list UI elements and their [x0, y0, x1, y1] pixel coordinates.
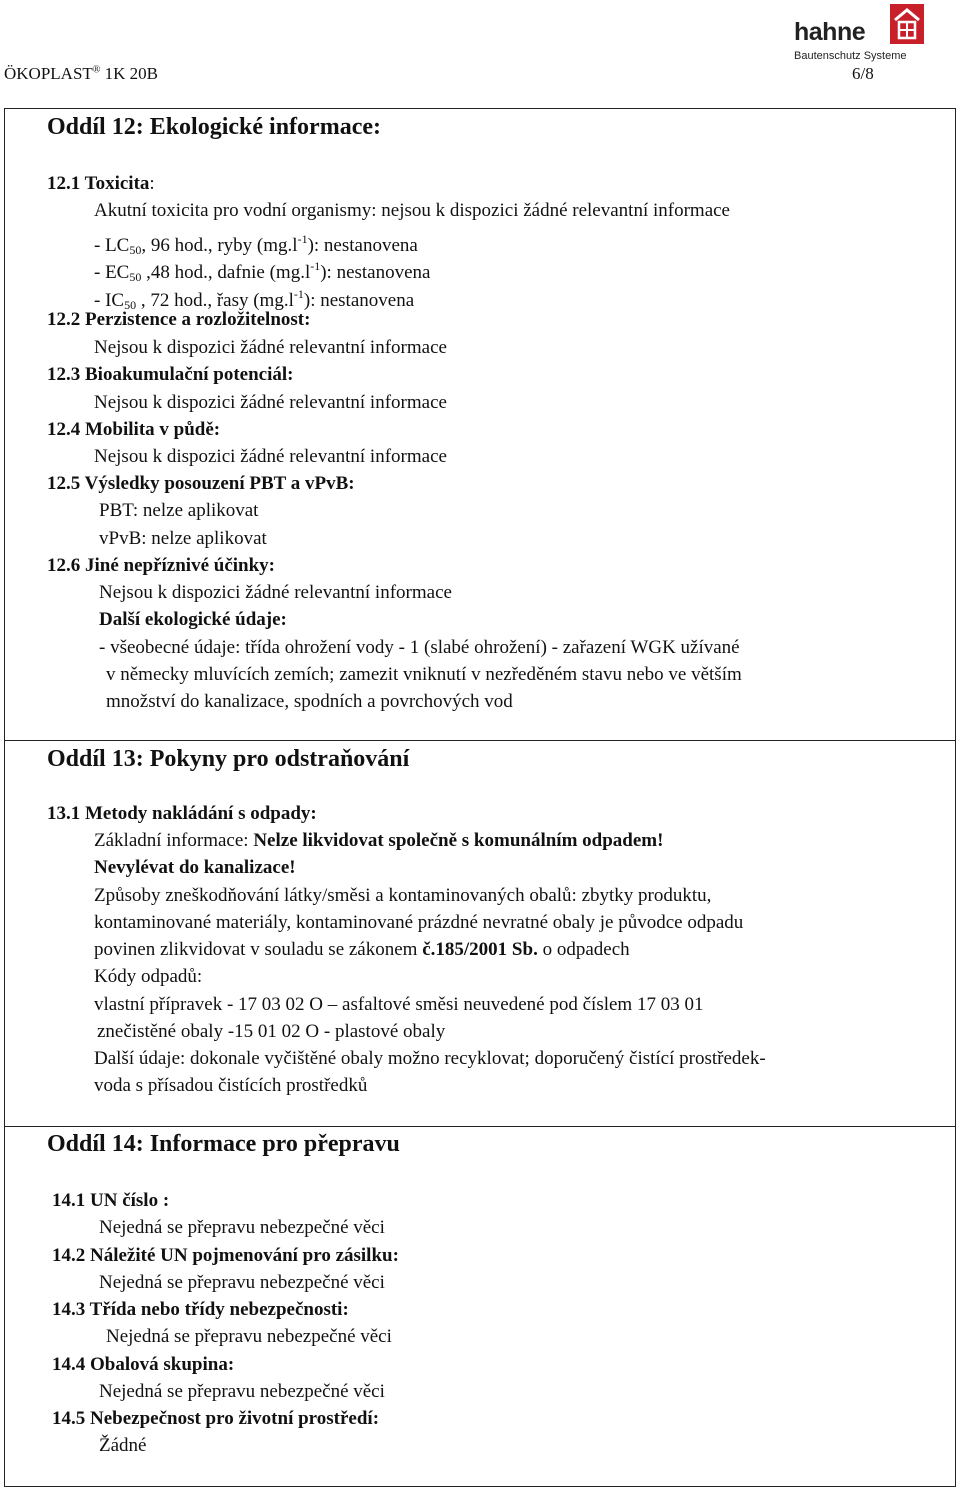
waste-code-product: vlastní přípravek - 17 03 02 O – asfaltové směsi neuvedené pod číslem 17 03 01	[94, 994, 704, 1015]
heading-12-5: 12.5 Výsledky posouzení PBT a vPvB:	[47, 473, 355, 494]
heading-14-4: 14.4 Obalová skupina:	[52, 1354, 235, 1375]
logo-subtitle: Bautenschutz Systeme	[794, 50, 907, 62]
text-14-3: Nejedná se přepravu nebezpečné věci	[106, 1326, 392, 1347]
ic50-line: - $IC_{50}$ , 72 hod., řasy $(mg.l^{-1})$: nestanovena	[94, 287, 415, 312]
registered-mark: ®	[92, 64, 101, 76]
toxicity-heading: 12.1 Toxicita:	[47, 173, 155, 194]
text-12-3: Nejsou k dispozici žádné relevantní informace	[94, 392, 447, 413]
heading-12-4: 12.4 Mobilita v půdě:	[47, 419, 221, 440]
other-info-line-1: Další údaje: dokonale vyčištěné obaly možno recyklovat; doporučený čistící prostředek-	[94, 1048, 766, 1069]
section-14-title: Oddíl 14: Informace pro přepravu	[47, 1131, 400, 1157]
text-12-5-pbt: PBT: nelze aplikovat	[99, 500, 259, 521]
text-14-1: Nejedná se přepravu nebezpečné věci	[99, 1217, 385, 1238]
heading-13-1: 13.1 Metody nakládání s odpady:	[47, 803, 317, 824]
disposal-line-3: povinen zlikvidovat v souladu se zákonem č.185/2001 Sb. o odpadech	[94, 939, 630, 960]
text-12-6: Nejsou k dispozici žádné relevantní informace	[99, 582, 452, 603]
lc50-line: - $LC_{50}$, 96 hod., ryby $(mg.l^{-1})$: nestanovena	[94, 232, 418, 257]
acute-toxicity-text: Akutní toxicita pro vodní organismy: nejsou k dispozici žádné relevantní informace	[94, 200, 730, 221]
text-12-4: Nejsou k dispozici žádné relevantní informace	[94, 446, 447, 467]
ec50-line: - $EC_{50}$ ,48 hod., dafnie $(mg.l^{-1})$: nestanovena	[94, 259, 431, 284]
disposal-line-2: kontaminované materiály, kontaminované prázdné nevratné obaly je původce odpadu	[94, 912, 744, 933]
text-12-5-vpvb: vPvB: nelze aplikovat	[99, 528, 267, 549]
heading-12-3: 12.3 Bioakumulační potenciál:	[47, 364, 294, 385]
no-drain-warning: Nevylévat do kanalizace!	[94, 857, 296, 878]
heading-14-2: 14.2 Náležité UN pojmenování pro zásilku:	[52, 1245, 399, 1266]
company-logo	[790, 2, 930, 64]
document-header	[4, 64, 158, 84]
heading-14-1: 14.1 UN číslo :	[52, 1190, 170, 1211]
heading-14-5: 14.5 Nebezpečnost pro životní prostředí:	[52, 1408, 380, 1429]
page-number: 6/8	[852, 64, 874, 83]
other-eco-line-2: v německy mluvících zemích; zamezit vniknutí v nezředěném stavu nebo ve větším	[106, 664, 742, 685]
logo-wordmark: hahne	[794, 18, 866, 46]
other-info-line-2: voda s přísadou čistících prostředků	[94, 1075, 368, 1096]
text-14-5: Žádné	[99, 1435, 147, 1456]
heading-12-6: 12.6 Jiné nepříznivé účinky:	[47, 555, 276, 576]
heading-14-3: 14.3 Třída nebo třídy nebezpečnosti:	[52, 1299, 349, 1320]
heading-12-2: 12.2 Perzistence a rozložitelnost:	[47, 309, 311, 330]
waste-codes-label: Kódy odpadů:	[94, 966, 203, 987]
heading-other-eco: Další ekologické údaje:	[99, 609, 287, 630]
text-12-2: Nejsou k dispozici žádné relevantní informace	[94, 337, 447, 358]
text-14-4: Nejedná se přepravu nebezpečné věci	[99, 1381, 385, 1402]
section-12-title: Oddíl 12: Ekologické informace:	[47, 114, 381, 140]
basic-info-line: Základní informace: Nelze likvidovat společně s komunálním odpadem!	[94, 830, 664, 851]
disposal-line-1: Způsoby zneškodňování látky/směsi a kontaminovaných obalů: zbytky produktu,	[94, 885, 712, 906]
text-14-2: Nejedná se přepravu nebezpečné věci	[99, 1272, 385, 1293]
product-name: ÖKOPLAST	[4, 64, 93, 83]
other-eco-line-1: - všeobecné údaje: třída ohrožení vody - 1 (slabé ohrožení) - zařazení WGK užívané	[99, 637, 740, 658]
house-logo-icon	[890, 4, 924, 44]
other-eco-line-3: množství do kanalizace, spodních a povrchových vod	[106, 691, 513, 712]
product-code: 1K 20B	[104, 64, 159, 83]
waste-code-packaging: znečistěné obaly -15 01 02 O - plastové obaly	[97, 1021, 446, 1042]
section-13-title: Oddíl 13: Pokyny pro odstraňování	[47, 746, 410, 772]
